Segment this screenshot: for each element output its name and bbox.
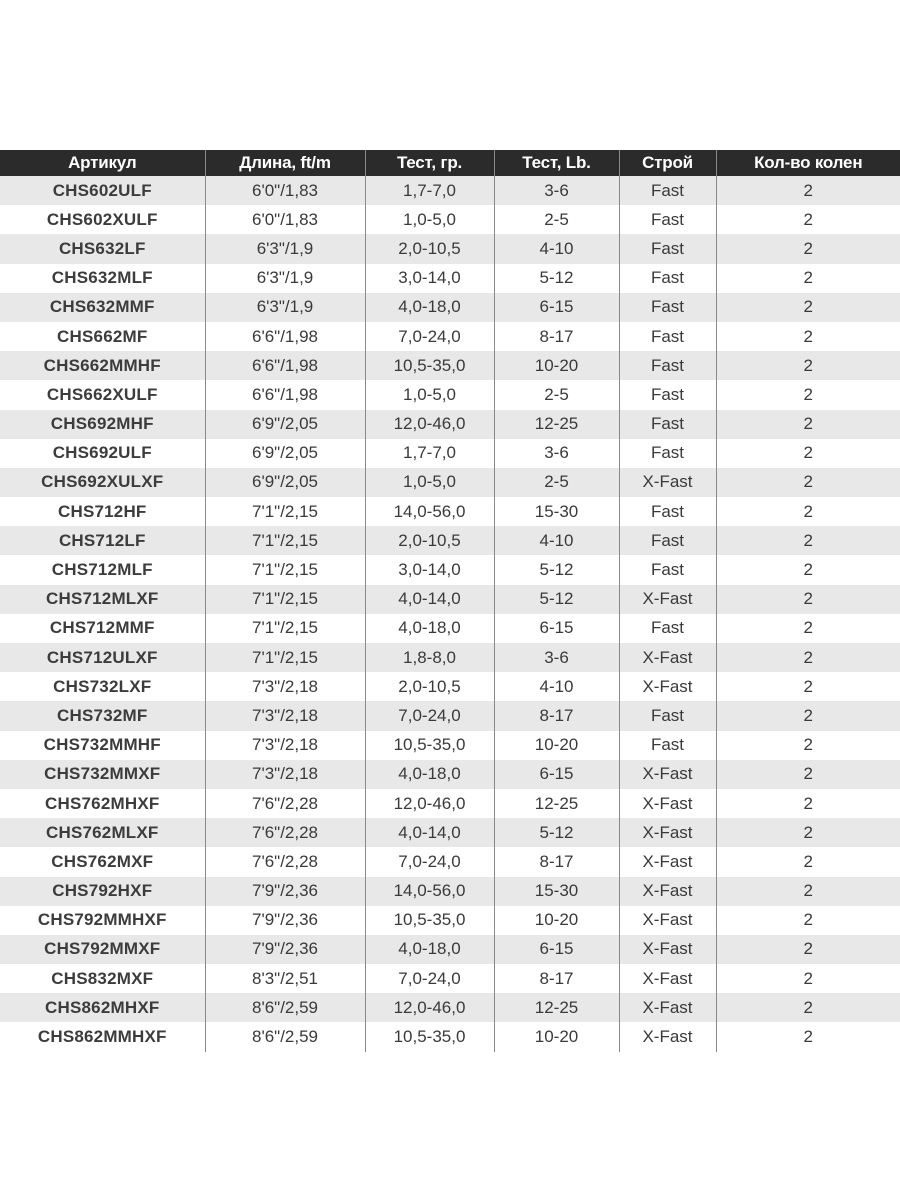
cell-length: 6'0"/1,83: [205, 205, 365, 234]
cell-sections: 2: [716, 643, 900, 672]
table-row: [0, 351, 900, 380]
cell-sku: CHS732MMXF: [0, 760, 205, 789]
cell-length: 8'6"/2,59: [205, 993, 365, 1022]
cell-test-lb: 2-5: [494, 468, 619, 497]
cell-test-lb: 8-17: [494, 322, 619, 351]
table-row: [0, 497, 900, 526]
cell-sku: CHS762MLXF: [0, 818, 205, 847]
cell-test-grams: 10,5-35,0: [365, 731, 494, 760]
cell-test-grams: 2,0-10,5: [365, 526, 494, 555]
table-row: [0, 614, 900, 643]
cell-sku: CHS712MLF: [0, 555, 205, 584]
cell-test-grams: 1,0-5,0: [365, 468, 494, 497]
cell-action: Fast: [619, 439, 716, 468]
cell-test-lb: 6-15: [494, 760, 619, 789]
cell-test-grams: 12,0-46,0: [365, 789, 494, 818]
table-row: [0, 1022, 900, 1051]
cell-sku: CHS792MMHXF: [0, 906, 205, 935]
cell-test-grams: 7,0-24,0: [365, 847, 494, 876]
cell-test-lb: 8-17: [494, 701, 619, 730]
cell-test-lb: 12-25: [494, 993, 619, 1022]
cell-sections: 2: [716, 877, 900, 906]
cell-length: 6'3"/1,9: [205, 264, 365, 293]
cell-test-lb: 10-20: [494, 1022, 619, 1051]
cell-sku: CHS732MF: [0, 701, 205, 730]
cell-sections: 2: [716, 789, 900, 818]
cell-test-grams: 2,0-10,5: [365, 672, 494, 701]
cell-length: 7'6"/2,28: [205, 789, 365, 818]
cell-test-lb: 5-12: [494, 585, 619, 614]
table-row: [0, 293, 900, 322]
cell-action: X-Fast: [619, 760, 716, 789]
cell-length: 6'0"/1,83: [205, 176, 365, 205]
table-row: [0, 672, 900, 701]
cell-sections: 2: [716, 906, 900, 935]
cell-length: 6'6"/1,98: [205, 322, 365, 351]
cell-length: 7'1"/2,15: [205, 555, 365, 584]
cell-test-lb: 2-5: [494, 380, 619, 409]
cell-length: 6'9"/2,05: [205, 410, 365, 439]
table-row: [0, 731, 900, 760]
cell-test-grams: 10,5-35,0: [365, 1022, 494, 1051]
cell-sku: CHS712HF: [0, 497, 205, 526]
cell-length: 7'3"/2,18: [205, 760, 365, 789]
cell-test-grams: 4,0-14,0: [365, 585, 494, 614]
table-body: [0, 176, 900, 1052]
cell-length: 7'3"/2,18: [205, 731, 365, 760]
cell-action: Fast: [619, 293, 716, 322]
cell-action: Fast: [619, 176, 716, 205]
cell-action: X-Fast: [619, 935, 716, 964]
cell-sku: CHS602XULF: [0, 205, 205, 234]
cell-sku: CHS832MXF: [0, 964, 205, 993]
cell-test-grams: 7,0-24,0: [365, 964, 494, 993]
cell-length: 7'1"/2,15: [205, 643, 365, 672]
cell-action: Fast: [619, 526, 716, 555]
cell-sku: CHS692ULF: [0, 439, 205, 468]
cell-action: Fast: [619, 555, 716, 584]
table-row: [0, 234, 900, 263]
cell-test-grams: 4,0-18,0: [365, 293, 494, 322]
cell-test-grams: 12,0-46,0: [365, 410, 494, 439]
cell-test-grams: 1,8-8,0: [365, 643, 494, 672]
cell-length: 6'9"/2,05: [205, 468, 365, 497]
cell-length: 8'3"/2,51: [205, 964, 365, 993]
column-header-test-lb: Тест, Lb.: [494, 150, 619, 176]
table-row: [0, 380, 900, 409]
cell-sections: 2: [716, 818, 900, 847]
cell-action: Fast: [619, 351, 716, 380]
table-row: [0, 701, 900, 730]
cell-length: 7'1"/2,15: [205, 614, 365, 643]
cell-length: 7'1"/2,15: [205, 526, 365, 555]
table-header: [0, 150, 900, 176]
cell-test-grams: 4,0-18,0: [365, 935, 494, 964]
cell-test-lb: 6-15: [494, 935, 619, 964]
cell-length: 6'3"/1,9: [205, 293, 365, 322]
cell-test-lb: 3-6: [494, 176, 619, 205]
cell-length: 8'6"/2,59: [205, 1022, 365, 1051]
cell-sections: 2: [716, 322, 900, 351]
cell-test-lb: 6-15: [494, 293, 619, 322]
cell-test-grams: 14,0-56,0: [365, 877, 494, 906]
cell-sku: CHS632MLF: [0, 264, 205, 293]
cell-test-grams: 4,0-18,0: [365, 614, 494, 643]
cell-action: Fast: [619, 497, 716, 526]
cell-action: X-Fast: [619, 877, 716, 906]
cell-test-lb: 4-10: [494, 672, 619, 701]
cell-length: 7'3"/2,18: [205, 672, 365, 701]
cell-sections: 2: [716, 439, 900, 468]
cell-action: Fast: [619, 731, 716, 760]
cell-action: Fast: [619, 234, 716, 263]
cell-length: 6'6"/1,98: [205, 380, 365, 409]
cell-length: 6'3"/1,9: [205, 234, 365, 263]
cell-test-lb: 2-5: [494, 205, 619, 234]
cell-action: X-Fast: [619, 789, 716, 818]
table-row: [0, 964, 900, 993]
cell-test-lb: 8-17: [494, 964, 619, 993]
column-header-action: Строй: [619, 150, 716, 176]
cell-sections: 2: [716, 176, 900, 205]
table-row: [0, 555, 900, 584]
cell-action: Fast: [619, 701, 716, 730]
cell-action: Fast: [619, 410, 716, 439]
cell-sections: 2: [716, 672, 900, 701]
cell-sku: CHS632MMF: [0, 293, 205, 322]
cell-action: Fast: [619, 322, 716, 351]
cell-action: X-Fast: [619, 585, 716, 614]
table-row: [0, 993, 900, 1022]
cell-sections: 2: [716, 964, 900, 993]
column-header-test-grams: Тест, гр.: [365, 150, 494, 176]
cell-test-lb: 10-20: [494, 351, 619, 380]
cell-test-lb: 5-12: [494, 818, 619, 847]
cell-sku: CHS712LF: [0, 526, 205, 555]
cell-sku: CHS662MMHF: [0, 351, 205, 380]
cell-test-grams: 4,0-18,0: [365, 760, 494, 789]
cell-sections: 2: [716, 410, 900, 439]
cell-sku: CHS692MHF: [0, 410, 205, 439]
cell-sku: CHS762MHXF: [0, 789, 205, 818]
cell-test-lb: 8-17: [494, 847, 619, 876]
cell-test-lb: 5-12: [494, 264, 619, 293]
cell-test-grams: 3,0-14,0: [365, 555, 494, 584]
table-row: [0, 906, 900, 935]
cell-test-lb: 3-6: [494, 439, 619, 468]
cell-test-grams: 10,5-35,0: [365, 906, 494, 935]
cell-test-grams: 1,0-5,0: [365, 380, 494, 409]
cell-sku: CHS862MMHXF: [0, 1022, 205, 1051]
table-row: [0, 526, 900, 555]
cell-sku: CHS792MMXF: [0, 935, 205, 964]
cell-action: Fast: [619, 205, 716, 234]
table-row: [0, 847, 900, 876]
cell-test-lb: 3-6: [494, 643, 619, 672]
cell-action: X-Fast: [619, 964, 716, 993]
cell-sections: 2: [716, 234, 900, 263]
cell-action: X-Fast: [619, 643, 716, 672]
cell-sku: CHS762MXF: [0, 847, 205, 876]
table-row: [0, 176, 900, 205]
cell-length: 6'6"/1,98: [205, 351, 365, 380]
cell-length: 7'3"/2,18: [205, 701, 365, 730]
cell-length: 7'1"/2,15: [205, 497, 365, 526]
cell-sku: CHS632LF: [0, 234, 205, 263]
cell-test-lb: 15-30: [494, 497, 619, 526]
cell-sku: CHS712MLXF: [0, 585, 205, 614]
table-row: [0, 585, 900, 614]
cell-sections: 2: [716, 293, 900, 322]
cell-test-grams: 7,0-24,0: [365, 322, 494, 351]
rod-spec-table: [0, 150, 900, 1052]
table-row: [0, 818, 900, 847]
cell-action: X-Fast: [619, 906, 716, 935]
cell-test-lb: 12-25: [494, 410, 619, 439]
cell-test-lb: 10-20: [494, 906, 619, 935]
table-row: [0, 877, 900, 906]
cell-action: Fast: [619, 614, 716, 643]
cell-action: X-Fast: [619, 468, 716, 497]
cell-test-grams: 3,0-14,0: [365, 264, 494, 293]
cell-sku: CHS662MF: [0, 322, 205, 351]
cell-sections: 2: [716, 1022, 900, 1051]
cell-length: 7'6"/2,28: [205, 847, 365, 876]
table-row: [0, 205, 900, 234]
cell-sku: CHS712ULXF: [0, 643, 205, 672]
cell-action: X-Fast: [619, 993, 716, 1022]
cell-sections: 2: [716, 701, 900, 730]
spec-table-container: [0, 150, 900, 1052]
cell-test-grams: 1,7-7,0: [365, 176, 494, 205]
cell-test-grams: 14,0-56,0: [365, 497, 494, 526]
column-header-sku: Артикул: [0, 150, 205, 176]
cell-sku: CHS662XULF: [0, 380, 205, 409]
cell-sku: CHS602ULF: [0, 176, 205, 205]
header-row: [0, 150, 900, 176]
table-row: [0, 410, 900, 439]
cell-test-lb: 10-20: [494, 731, 619, 760]
cell-length: 7'9"/2,36: [205, 877, 365, 906]
cell-test-lb: 4-10: [494, 234, 619, 263]
cell-test-grams: 7,0-24,0: [365, 701, 494, 730]
table-row: [0, 468, 900, 497]
cell-sections: 2: [716, 497, 900, 526]
table-row: [0, 643, 900, 672]
cell-test-grams: 10,5-35,0: [365, 351, 494, 380]
cell-sku: CHS712MMF: [0, 614, 205, 643]
cell-test-grams: 2,0-10,5: [365, 234, 494, 263]
cell-sections: 2: [716, 351, 900, 380]
cell-sku: CHS732LXF: [0, 672, 205, 701]
table-row: [0, 789, 900, 818]
table-row: [0, 935, 900, 964]
cell-sections: 2: [716, 380, 900, 409]
cell-sku: CHS792HXF: [0, 877, 205, 906]
cell-action: Fast: [619, 264, 716, 293]
cell-test-lb: 6-15: [494, 614, 619, 643]
cell-test-lb: 12-25: [494, 789, 619, 818]
cell-length: 7'6"/2,28: [205, 818, 365, 847]
cell-sections: 2: [716, 847, 900, 876]
table-row: [0, 322, 900, 351]
cell-sections: 2: [716, 555, 900, 584]
cell-length: 7'1"/2,15: [205, 585, 365, 614]
cell-sku: CHS732MMHF: [0, 731, 205, 760]
cell-sections: 2: [716, 993, 900, 1022]
cell-test-grams: 4,0-14,0: [365, 818, 494, 847]
cell-sections: 2: [716, 760, 900, 789]
cell-sections: 2: [716, 205, 900, 234]
cell-test-grams: 12,0-46,0: [365, 993, 494, 1022]
cell-sections: 2: [716, 585, 900, 614]
cell-test-grams: 1,0-5,0: [365, 205, 494, 234]
cell-sections: 2: [716, 526, 900, 555]
cell-sections: 2: [716, 935, 900, 964]
cell-sections: 2: [716, 468, 900, 497]
cell-action: X-Fast: [619, 672, 716, 701]
cell-length: 7'9"/2,36: [205, 906, 365, 935]
cell-test-lb: 15-30: [494, 877, 619, 906]
cell-action: X-Fast: [619, 1022, 716, 1051]
cell-action: X-Fast: [619, 847, 716, 876]
table-row: [0, 760, 900, 789]
cell-sku: CHS862MHXF: [0, 993, 205, 1022]
cell-sections: 2: [716, 614, 900, 643]
cell-sections: 2: [716, 264, 900, 293]
column-header-sections: Кол-во колен: [716, 150, 900, 176]
cell-action: X-Fast: [619, 818, 716, 847]
cell-test-grams: 1,7-7,0: [365, 439, 494, 468]
cell-sections: 2: [716, 731, 900, 760]
cell-length: 7'9"/2,36: [205, 935, 365, 964]
cell-test-lb: 5-12: [494, 555, 619, 584]
cell-test-lb: 4-10: [494, 526, 619, 555]
cell-length: 6'9"/2,05: [205, 439, 365, 468]
cell-action: Fast: [619, 380, 716, 409]
cell-sku: CHS692XULXF: [0, 468, 205, 497]
table-row: [0, 439, 900, 468]
column-header-length: Длина, ft/m: [205, 150, 365, 176]
table-row: [0, 264, 900, 293]
